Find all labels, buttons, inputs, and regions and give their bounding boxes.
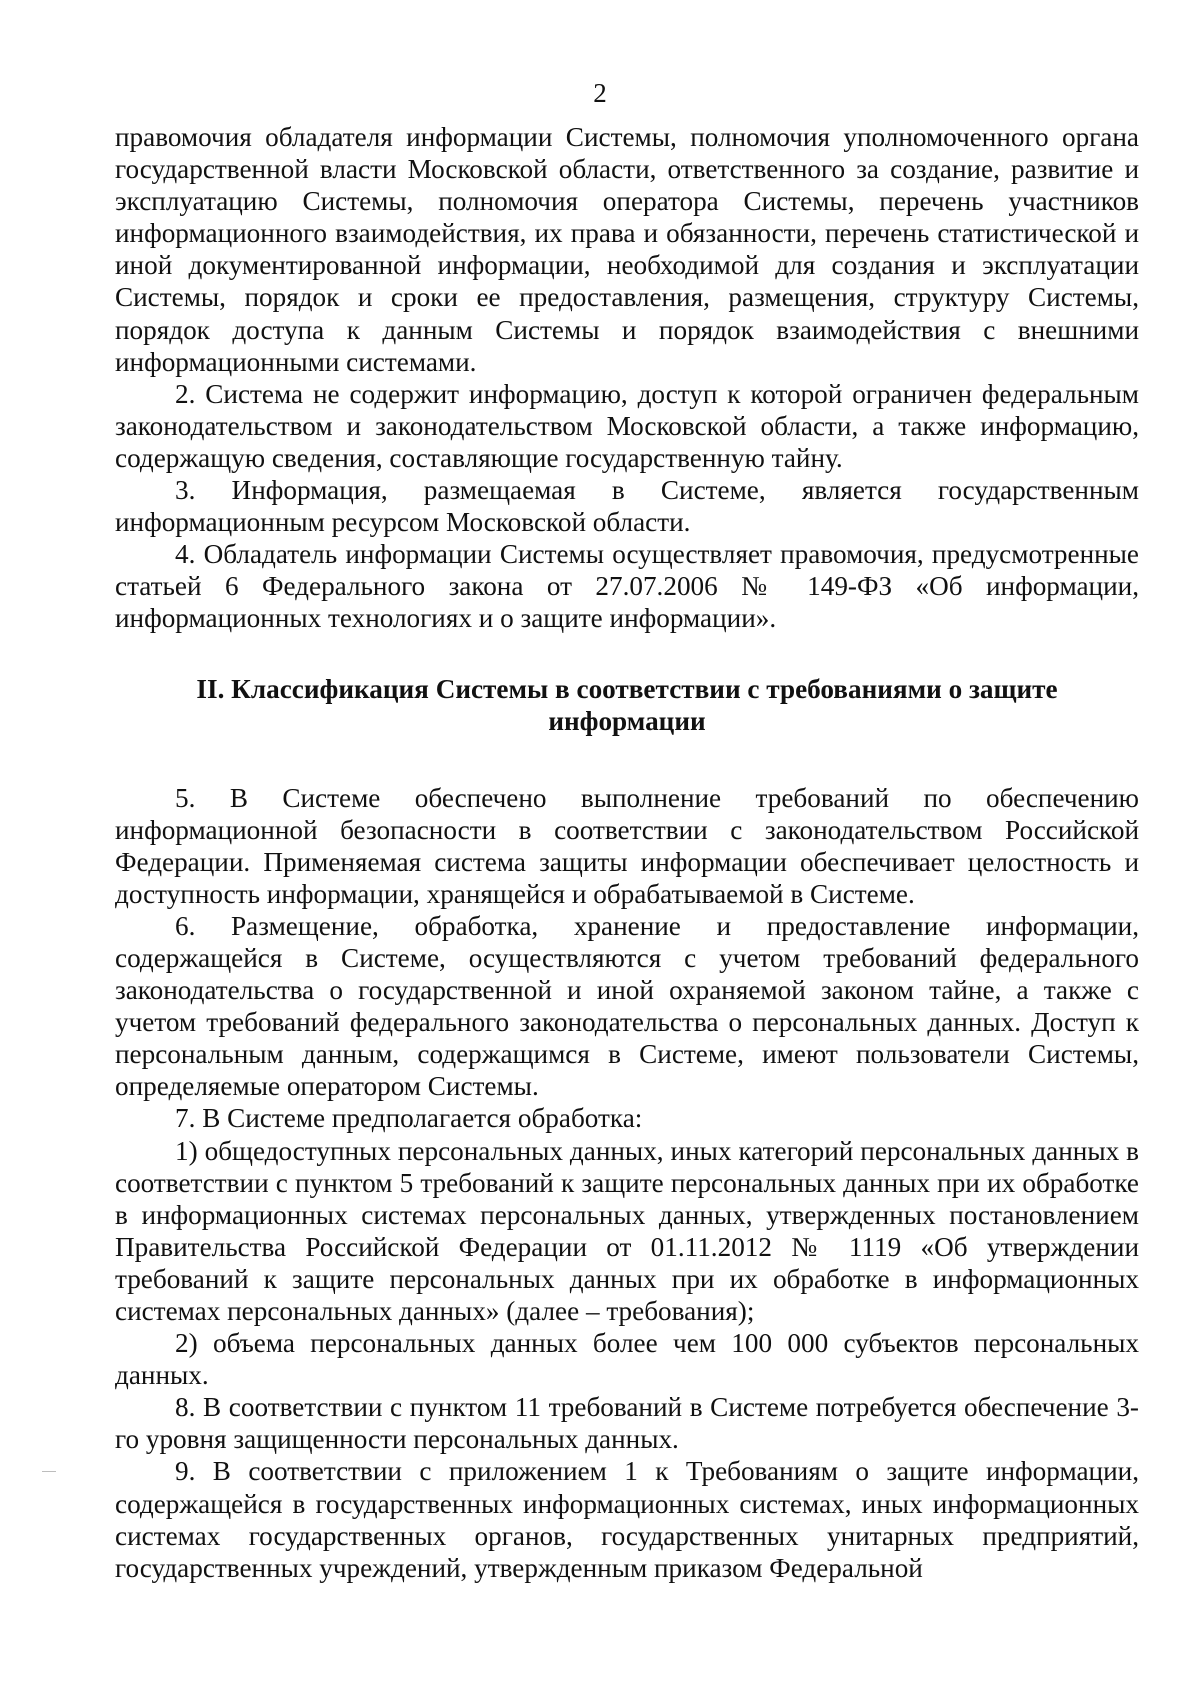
paragraph-3-state-resource: 3. Информация, размещаемая в Системе, является государственным информационным ресурсом Московской области.: [115, 475, 1139, 538]
scan-margin-mark: [42, 1471, 56, 1472]
paragraph-7-processing: 7. В Системе предполагается обработка:: [175, 1103, 643, 1134]
paragraph-5-information-security: 5. В Системе обеспечено выполнение требований по обеспечению информационной безопасности в соответствии с законодательством Российской Федерации. Применяемая система защиты информации обеспечивает целостность и доступность информации, хранящейся и обрабатываемой в Системе.: [115, 782, 1139, 909]
page-number: 2: [593, 78, 607, 108]
paragraph-2-restricted-info: 2. Система не содержит информацию, доступ к которой ограничен федеральным законодательством и законодательством Московской области, а также информацию, содержащую сведения, составляющие государственную тайну.: [115, 378, 1139, 473]
paragraph-8-protection-level: 8. В соответствии с пунктом 11 требований в Системе потребуется обеспечение 3-го уровня защищенности персональных данных.: [115, 1392, 1139, 1455]
paragraph-9-appendix: 9. В соответствии с приложением 1 к Требованиям о защите информации, содержащейся в государственных информационных системах, иных информационных системах государственных органов, государственных унитарных предприятий, государственных учреждений, утвержденным приказом Федеральной: [115, 1456, 1139, 1583]
paragraph-7-1-public-data: 1) общедоступных персональных данных, иных категорий персональных данных в соответствии с пунктом 5 требований к защите персональных данных при их обработке в информационных системах персональных данных, утвержденных постановлением Правительства Российской Федерации от 01.11.2012 № 1119 «Об утверждении требований к защите персональных данных при их обработке в информационных системах персональных данных» (далее – требования);: [115, 1135, 1139, 1326]
paragraph-7-2-volume: 2) объема персональных данных более чем 100 000 субъектов персональных данных.: [115, 1328, 1139, 1391]
paragraph-6-placement-processing: 6. Размещение, обработка, хранение и предоставление информации, содержащейся в Системе, осуществляются с учетом требований федерального законодательства о государственной и иной охраняемой законом тайне, а также с учетом требований федерального законодательства о персональных данных. Доступ к персональным данным, содержащимся в Системе, имеют пользователи Системы, определяемые оператором Системы.: [115, 910, 1139, 1102]
paragraph-rights-and-structure: правомочия обладателя информации Системы, полномочия уполномоченного органа государственной власти Московской области, ответственного за создание, развитие и эксплуатацию Системы, полномочия оператора Системы, перечень участников информационного взаимодействия, их права и обязанности, перечень статистической и иной документированной информации, необходимой для создания и эксплуатации Системы, порядок и сроки ее предоставления, размещения, структуру Системы, порядок доступа к данным Системы и порядок взаимодействия с внешними информационными системами.: [115, 122, 1139, 377]
paragraph-4-owner-rights: 4. Обладатель информации Системы осуществляет правомочия, предусмотренные статьей 6 Федерального закона от 27.07.2006 № 149-ФЗ «Об информации, информационных технологиях и о защите информации».: [115, 539, 1139, 634]
section-heading-classification: II. Классификация Системы в соответствии с требованиями о защите информации: [196, 673, 1058, 736]
document-body: [115, 121, 1139, 1584]
